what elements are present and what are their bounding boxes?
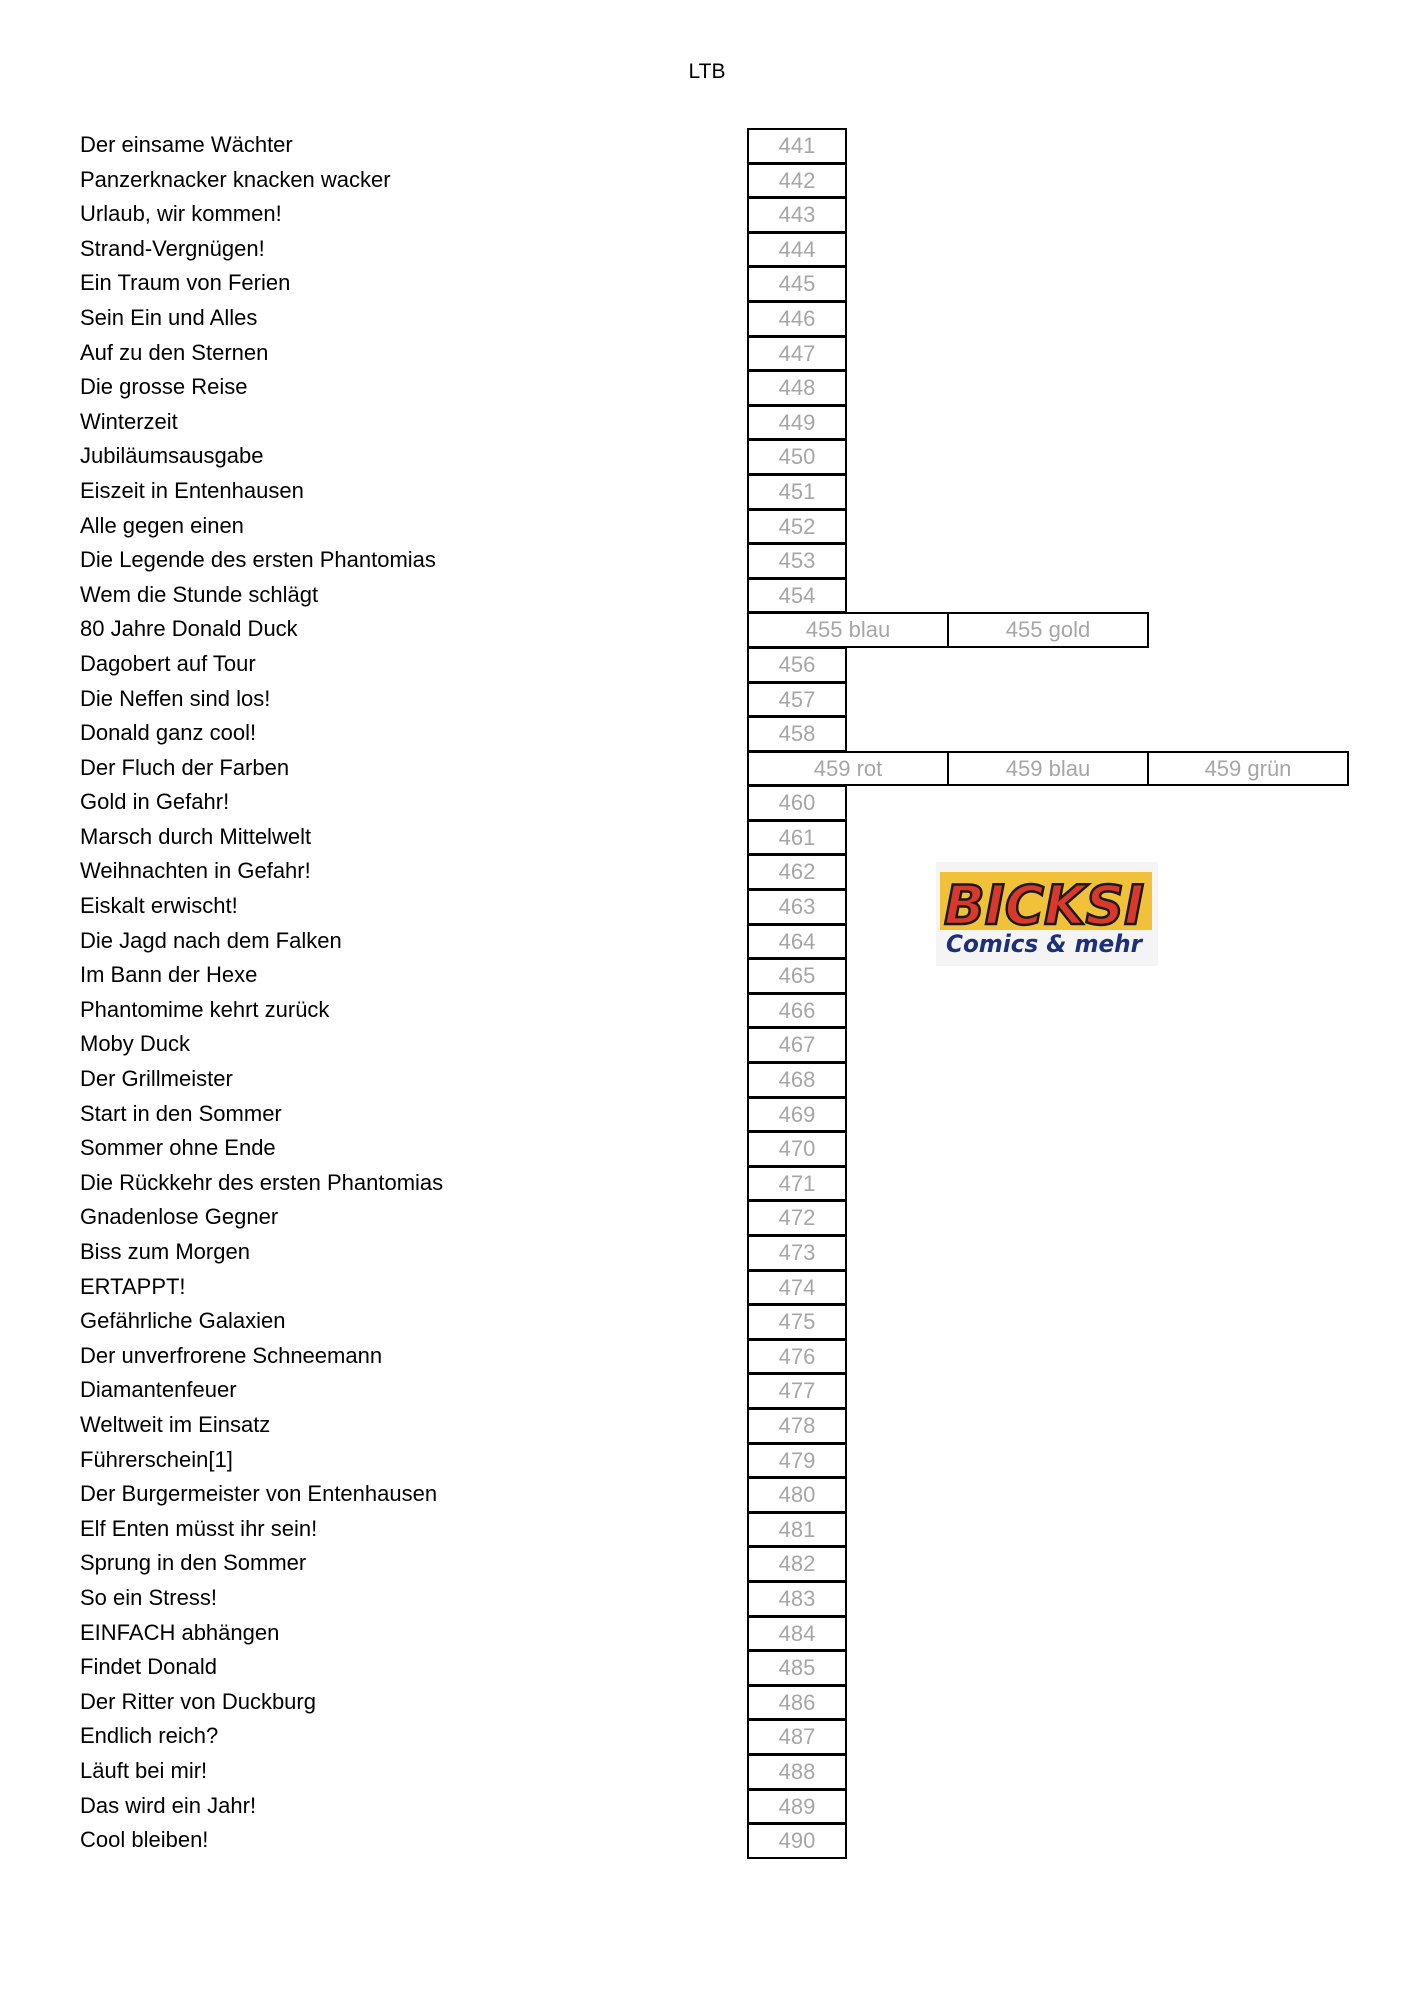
issue-title: Der unverfrorene Schneemann (80, 1342, 383, 1368)
issue-title: Auf zu den Sternen (80, 339, 269, 365)
list-item (0, 1131, 1414, 1166)
issue-number-box[interactable]: 471 (747, 1166, 847, 1202)
issue-checkboxes (747, 682, 847, 717)
issue-title: Ein Traum von Ferien (80, 270, 291, 296)
list-item (0, 854, 1414, 889)
issue-title: Diamantenfeuer (80, 1377, 237, 1403)
issue-checkboxes (747, 197, 847, 232)
issue-title: Der Fluch der Farben (80, 754, 290, 780)
list-item (0, 1823, 1414, 1858)
issue-checkboxes (747, 1062, 847, 1097)
list-item (0, 1270, 1414, 1305)
issue-title: Die grosse Reise (80, 374, 248, 400)
issue-checkboxes (747, 1270, 847, 1305)
issue-title: Die Legende des ersten Phantomias (80, 547, 436, 573)
list-item (0, 439, 1414, 474)
issue-checkboxes (747, 439, 847, 474)
issue-number-box[interactable]: 476 (747, 1339, 847, 1375)
issue-checkboxes (747, 266, 847, 301)
issue-title: Gold in Gefahr! (80, 789, 230, 815)
issue-number-box[interactable]: 475 (747, 1304, 847, 1340)
issue-number-box[interactable]: 474 (747, 1270, 847, 1306)
issue-checkboxes (747, 612, 1149, 647)
issue-checkboxes (747, 1200, 847, 1235)
issue-title: Die Rückkehr des ersten Phantomias (80, 1169, 444, 1195)
issue-number-box[interactable]: 449 (747, 405, 847, 441)
issue-number-box[interactable]: 461 (747, 820, 847, 856)
issue-number-box[interactable]: 483 (747, 1581, 847, 1617)
issue-number-box[interactable]: 489 (747, 1789, 847, 1825)
issue-checkboxes (747, 924, 847, 959)
list-item (0, 1616, 1414, 1651)
issue-title: Moby Duck (80, 1031, 191, 1057)
issue-number-box[interactable]: 455 gold (947, 612, 1149, 648)
issue-number-box[interactable]: 468 (747, 1062, 847, 1098)
issue-number-box[interactable]: 469 (747, 1097, 847, 1133)
list-item (0, 1581, 1414, 1616)
page-title: LTB (688, 60, 726, 83)
list-item (0, 128, 1414, 163)
issue-title: Elf Enten müsst ihr sein! (80, 1515, 318, 1541)
list-item (0, 370, 1414, 405)
checklist (0, 128, 1414, 1858)
issue-checkboxes (747, 647, 847, 682)
issue-checkboxes (747, 716, 847, 751)
list-item (0, 301, 1414, 336)
issue-number-box[interactable]: 478 (747, 1408, 847, 1444)
issue-number-box[interactable]: 485 (747, 1650, 847, 1686)
issue-checkboxes (747, 163, 847, 198)
issue-checkboxes (747, 509, 847, 544)
list-item (0, 1027, 1414, 1062)
issue-checkboxes (747, 1754, 847, 1789)
list-item (0, 820, 1414, 855)
issue-number-box[interactable]: 455 blau (747, 612, 949, 648)
issue-number-box[interactable]: 442 (747, 163, 847, 199)
issue-number-box[interactable]: 472 (747, 1200, 847, 1236)
issue-number-box[interactable]: 445 (747, 266, 847, 302)
issue-number-box[interactable]: 464 (747, 924, 847, 960)
issue-checkboxes (747, 1581, 847, 1616)
list-item (0, 1650, 1414, 1685)
issue-checkboxes (747, 751, 1349, 786)
list-item (0, 1754, 1414, 1789)
issue-checkboxes (747, 1823, 847, 1858)
issue-number-box[interactable]: 447 (747, 336, 847, 372)
issue-number-box[interactable]: 458 (747, 716, 847, 752)
list-item (0, 266, 1414, 301)
list-item (0, 1685, 1414, 1720)
issue-title: Phantomime kehrt zurück (80, 996, 330, 1022)
issue-title: Die Neffen sind los! (80, 685, 271, 711)
list-item (0, 1477, 1414, 1512)
list-item (0, 1166, 1414, 1201)
issue-title: Sprung in den Sommer (80, 1550, 307, 1576)
issue-checkboxes (747, 1339, 847, 1374)
list-item (0, 1339, 1414, 1374)
issue-number-box[interactable]: 451 (747, 474, 847, 510)
issue-title: Winterzeit (80, 408, 178, 434)
issue-title: Panzerknacker knacken wacker (80, 166, 391, 192)
bicksi-logo (936, 862, 1158, 966)
list-item (0, 1408, 1414, 1443)
issue-checkboxes (747, 370, 847, 405)
issue-number-box[interactable]: 459 grün (1147, 751, 1349, 787)
issue-title: Eiszeit in Entenhausen (80, 477, 304, 503)
issue-title: EINFACH abhängen (80, 1619, 280, 1645)
issue-title: Jubiläumsausgabe (80, 443, 264, 469)
list-item (0, 1373, 1414, 1408)
list-item (0, 474, 1414, 509)
issue-title: Weltweit im Einsatz (80, 1411, 271, 1437)
issue-checkboxes (747, 854, 847, 889)
list-item (0, 543, 1414, 578)
issue-checkboxes (747, 889, 847, 924)
list-item (0, 1304, 1414, 1339)
issue-number-box[interactable]: 463 (747, 889, 847, 925)
issue-checkboxes (747, 1131, 847, 1166)
issue-title: ERTAPPT! (80, 1273, 186, 1299)
issue-number-box[interactable]: 456 (747, 647, 847, 683)
issue-title: Im Bann der Hexe (80, 962, 258, 988)
issue-checkboxes (747, 1304, 847, 1339)
logo-tagline: Comics & mehr (946, 930, 1145, 958)
list-item (0, 993, 1414, 1028)
issue-checkboxes (747, 578, 847, 613)
issue-number-box[interactable]: 488 (747, 1754, 847, 1790)
list-item (0, 612, 1414, 647)
issue-checkboxes (747, 1443, 847, 1478)
issue-number-box[interactable]: 486 (747, 1685, 847, 1721)
issue-title: Der Ritter von Duckburg (80, 1688, 316, 1714)
list-item (0, 1097, 1414, 1132)
issue-title: Dagobert auf Tour (80, 650, 256, 676)
issue-checkboxes (747, 1097, 847, 1132)
issue-checkboxes (747, 232, 847, 267)
issue-checkboxes (747, 1546, 847, 1581)
issue-number-box[interactable]: 490 (747, 1823, 847, 1859)
issue-title: Läuft bei mir! (80, 1757, 208, 1783)
issue-number-box[interactable]: 457 (747, 682, 847, 718)
list-item (0, 716, 1414, 751)
issue-checkboxes (747, 301, 847, 336)
issue-checkboxes (747, 128, 847, 163)
list-item (0, 647, 1414, 682)
list-item (0, 889, 1414, 924)
issue-checkboxes (747, 785, 847, 820)
issue-title: Sommer ohne Ende (80, 1135, 276, 1161)
list-item (0, 1719, 1414, 1754)
issue-title: Wem die Stunde schlägt (80, 581, 319, 607)
list-item (0, 924, 1414, 959)
issue-number-box[interactable]: 477 (747, 1373, 847, 1409)
list-item (0, 1235, 1414, 1270)
issue-checkboxes (747, 993, 847, 1028)
list-item (0, 785, 1414, 820)
issue-title: Donald ganz cool! (80, 720, 257, 746)
issue-title: Der Burgermeister von Entenhausen (80, 1481, 438, 1507)
issue-number-box[interactable]: 446 (747, 301, 847, 337)
issue-title: Start in den Sommer (80, 1100, 282, 1126)
issue-number-box[interactable]: 444 (747, 232, 847, 268)
issue-title: Der Grillmeister (80, 1066, 233, 1092)
issue-number-box[interactable]: 462 (747, 854, 847, 890)
issue-title: Führerschein[1] (80, 1446, 233, 1472)
issue-title: Alle gegen einen (80, 512, 244, 538)
issue-number-box[interactable]: 487 (747, 1719, 847, 1755)
list-item (0, 405, 1414, 440)
issue-number-box[interactable]: 479 (747, 1443, 847, 1479)
issue-number-box[interactable]: 480 (747, 1477, 847, 1513)
issue-number-box[interactable]: 484 (747, 1616, 847, 1652)
issue-checkboxes (747, 1512, 847, 1547)
issue-number-box[interactable]: 459 blau (947, 751, 1149, 787)
logo-graphic (936, 862, 1158, 966)
issue-checkboxes (747, 1166, 847, 1201)
issue-title: Cool bleiben! (80, 1827, 209, 1853)
list-item (0, 1062, 1414, 1097)
issue-title: Urlaub, wir kommen! (80, 201, 282, 227)
list-item (0, 751, 1414, 786)
issue-checkboxes (747, 1408, 847, 1443)
issue-checkboxes (747, 336, 847, 371)
issue-checkboxes (747, 1616, 847, 1651)
issue-checkboxes (747, 1685, 847, 1720)
issue-title: Findet Donald (80, 1654, 217, 1680)
issue-checkboxes (747, 405, 847, 440)
issue-number-box[interactable]: 470 (747, 1131, 847, 1167)
issue-number-box[interactable]: 460 (747, 785, 847, 821)
list-item (0, 1200, 1414, 1235)
issue-number-box[interactable]: 465 (747, 958, 847, 994)
issue-title: 80 Jahre Donald Duck (80, 616, 298, 642)
issue-title: Weihnachten in Gefahr! (80, 858, 311, 884)
issue-title: Strand-Vergnügen! (80, 235, 265, 261)
issue-title: Marsch durch Mittelwelt (80, 823, 312, 849)
issue-checkboxes (747, 1027, 847, 1062)
issue-checkboxes (747, 1789, 847, 1824)
issue-title: Sein Ein und Alles (80, 304, 258, 330)
list-item (0, 958, 1414, 993)
list-item (0, 197, 1414, 232)
issue-checkboxes (747, 1235, 847, 1270)
issue-number-box[interactable]: 466 (747, 993, 847, 1029)
issue-number-box[interactable]: 441 (747, 128, 847, 164)
issue-checkboxes (747, 543, 847, 578)
issue-title: Der einsame Wächter (80, 132, 293, 157)
issue-checkboxes (747, 1477, 847, 1512)
issue-title: Das wird ein Jahr! (80, 1792, 257, 1818)
issue-title: Endlich reich? (80, 1723, 219, 1749)
list-item (0, 578, 1414, 613)
issue-title: Gefährliche Galaxien (80, 1308, 286, 1334)
issue-checkboxes (747, 820, 847, 855)
list-item (0, 163, 1414, 198)
issue-number-box[interactable]: 443 (747, 197, 847, 233)
issue-number-box[interactable]: 459 rot (747, 751, 949, 787)
issue-title: So ein Stress! (80, 1584, 217, 1610)
issue-number-box[interactable]: 448 (747, 370, 847, 406)
issue-number-box[interactable]: 454 (747, 578, 847, 614)
issue-number-box[interactable]: 482 (747, 1546, 847, 1582)
list-item (0, 1512, 1414, 1547)
issue-title: Die Jagd nach dem Falken (80, 927, 342, 953)
issue-title: Biss zum Morgen (80, 1239, 250, 1264)
issue-number-box[interactable]: 481 (747, 1512, 847, 1548)
issue-number-box[interactable]: 452 (747, 509, 847, 545)
logo-name: BICKSI (944, 874, 1144, 937)
issue-checkboxes (747, 1650, 847, 1685)
issue-number-box[interactable]: 473 (747, 1235, 847, 1271)
issue-title: Eiskalt erwischt! (80, 893, 238, 919)
list-item (0, 1443, 1414, 1478)
issue-checkboxes (747, 1719, 847, 1754)
issue-title: Gnadenlose Gegner (80, 1204, 279, 1230)
list-item (0, 682, 1414, 717)
issue-checkboxes (747, 958, 847, 993)
issue-number-box[interactable]: 450 (747, 439, 847, 475)
list-item (0, 1546, 1414, 1581)
list-item (0, 336, 1414, 371)
issue-checkboxes (747, 474, 847, 509)
issue-number-box[interactable]: 467 (747, 1027, 847, 1063)
issue-checkboxes (747, 1373, 847, 1408)
list-item (0, 232, 1414, 267)
list-item (0, 1789, 1414, 1824)
issue-number-box[interactable]: 453 (747, 543, 847, 579)
list-item (0, 509, 1414, 544)
